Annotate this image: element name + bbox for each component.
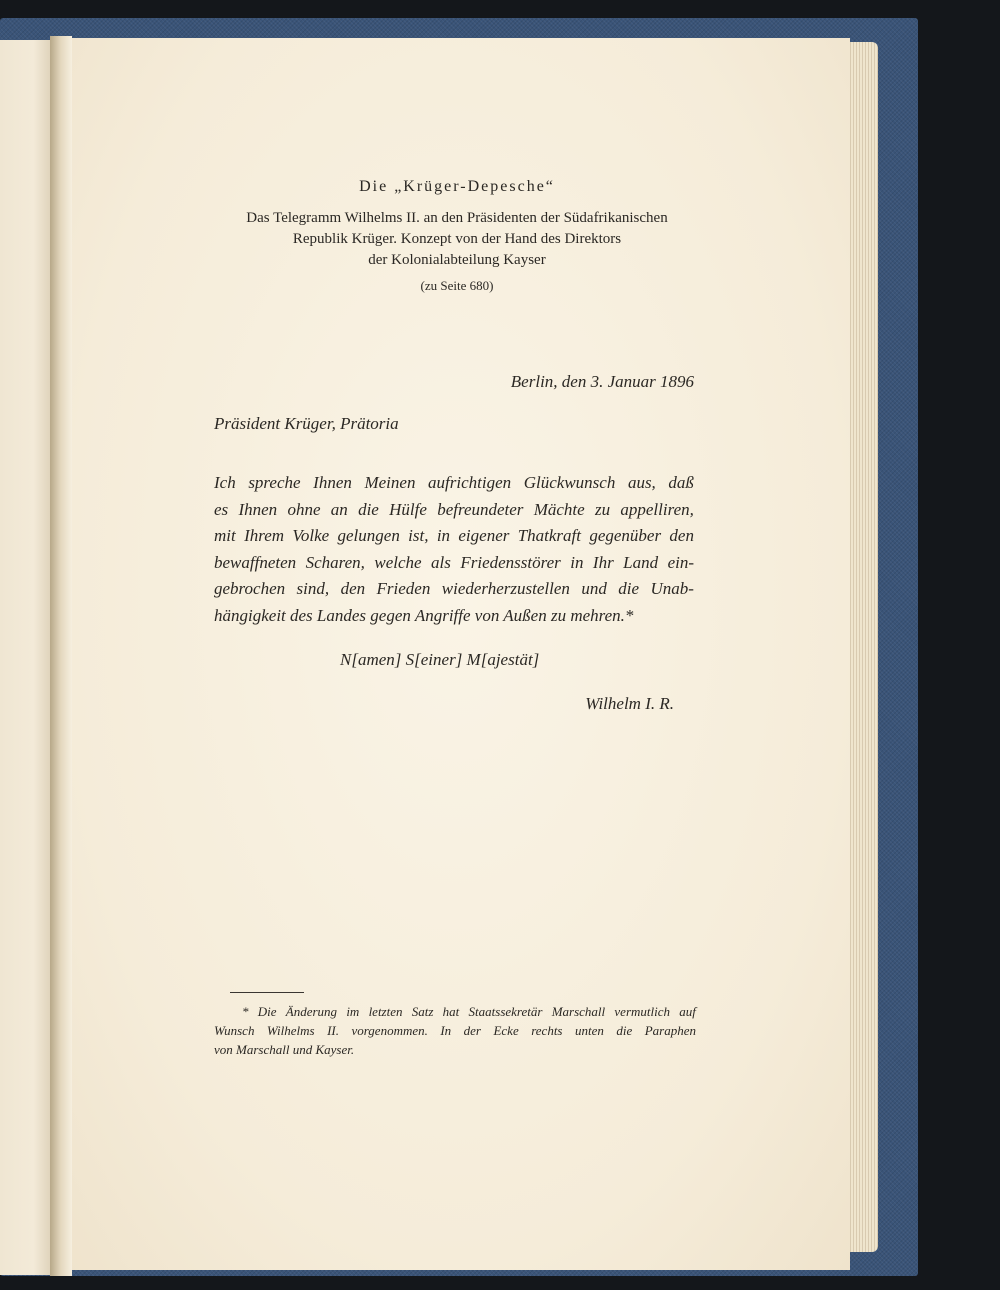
subtitle-line: Republik Krüger. Konzept von der Hand des Direktors — [292, 231, 622, 247]
addressee: Präsident Krüger, Prätoria — [214, 414, 399, 433]
page-reference: (zu Seite 680) — [420, 278, 494, 293]
signature-abbreviation: N[amen] S[einer] M[ajestät] — [340, 650, 540, 669]
body-line: mit Ihrem Volke gelungen ist, in eigener Thatkraft gegenüber den — [214, 526, 694, 545]
footnote — [214, 1002, 696, 1059]
body-line: Ich spreche Ihnen Meinen aufrichtigen Glückwunsch aus, daß — [214, 473, 694, 492]
body-line: gebrochen sind, den Frieden wiederherzustellen und die Unab- — [214, 579, 694, 598]
body-line: hängigkeit des Landes gegen Angriffe von Außen zu mehren.* — [214, 605, 634, 625]
document-subtitle — [64, 208, 850, 271]
body-line: bewaffneten Scharen, welche als Friedensstörer in Ihr Land ein- — [214, 552, 694, 572]
document-title: Die „Krüger-Depesche“ — [359, 178, 555, 195]
footnote-line: * Die Änderung im letzten Satz hat Staatssekretär Marschall vermutlich auf — [242, 1004, 696, 1019]
footnote-divider — [230, 992, 304, 993]
footnote-line: Wunsch Wilhelms II. vorgenommen. In der Ecke rechts unten die Paraphen — [214, 1023, 696, 1038]
subtitle-line: Das Telegramm Wilhelms II. an den Präsidenten der Südafrikanischen — [246, 210, 668, 226]
subtitle-line: der Kolonialabteilung Kayser — [368, 252, 546, 268]
book-page — [64, 38, 850, 1270]
left-page-edge — [0, 40, 56, 1275]
telegram-body — [214, 470, 694, 629]
signature: Wilhelm I. R. — [585, 694, 674, 713]
footnote-line: von Marschall und Kayser. — [214, 1042, 355, 1057]
dateline: Berlin, den 3. Januar 1896 — [510, 372, 694, 391]
body-line: es Ihnen ohne an die Hülfe befreundeter Mächte zu appelliren, — [214, 499, 694, 519]
